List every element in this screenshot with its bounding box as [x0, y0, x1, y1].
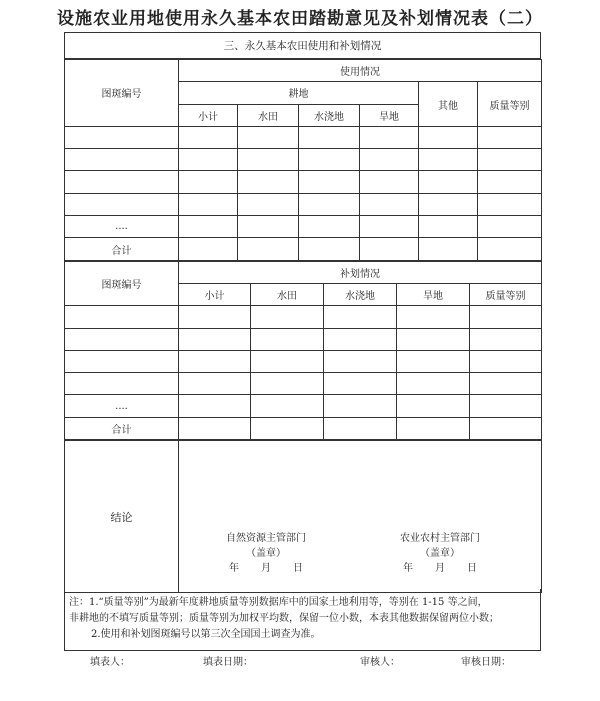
input-cell[interactable] — [299, 238, 360, 260]
natural-resources-signature — [191, 531, 341, 576]
total-row — [65, 417, 542, 439]
section-header-table — [64, 32, 541, 59]
conclusion-label: 结论 — [65, 441, 179, 593]
supp-col-quality: 质量等别 — [470, 283, 542, 305]
input-cell[interactable] — [179, 306, 251, 328]
input-cell[interactable] — [179, 149, 238, 171]
input-cell[interactable] — [478, 126, 542, 148]
row-label-total: 合计 — [65, 417, 179, 439]
date-month: 月 — [261, 563, 271, 575]
conclusion-body[interactable] — [179, 441, 542, 593]
seal-label: （盖章） — [246, 548, 286, 560]
input-cell[interactable] — [324, 328, 397, 350]
input-cell[interactable] — [470, 350, 542, 372]
input-cell[interactable] — [324, 373, 397, 395]
input-cell[interactable] — [299, 171, 360, 193]
input-cell[interactable] — [419, 149, 478, 171]
input-cell[interactable] — [179, 216, 238, 238]
input-cell[interactable] — [238, 238, 299, 260]
table-row — [65, 395, 542, 417]
usage-quality-header: 质量等别 — [478, 82, 542, 127]
table-row — [65, 193, 542, 215]
date-day: 日 — [293, 563, 303, 575]
input-cell[interactable] — [397, 373, 470, 395]
input-cell[interactable] — [397, 417, 470, 439]
input-cell[interactable] — [470, 395, 542, 417]
table-row — [65, 328, 542, 350]
row-label — [65, 193, 179, 215]
input-cell[interactable] — [251, 373, 324, 395]
conclusion-table — [64, 440, 542, 593]
total-row — [65, 238, 542, 260]
form-frame — [64, 32, 541, 593]
input-cell[interactable] — [470, 306, 542, 328]
input-cell[interactable] — [299, 126, 360, 148]
input-cell[interactable] — [470, 373, 542, 395]
input-cell[interactable] — [238, 216, 299, 238]
usage-table — [64, 59, 542, 261]
date-year: 年 — [403, 563, 413, 575]
supplement-parcel-header: 图斑编号 — [65, 261, 179, 306]
input-cell[interactable] — [179, 417, 251, 439]
input-cell[interactable] — [419, 126, 478, 148]
filler-label: 填表人： — [90, 657, 130, 668]
input-cell[interactable] — [470, 328, 542, 350]
row-label: .... — [65, 216, 179, 238]
date-line — [191, 561, 341, 576]
row-label — [65, 328, 179, 350]
note-line-1: 注：1.“质量等别”为最新年度耕地质量等别数据库中的国家土地利用等，等别在 1-15 等之间， — [69, 597, 488, 608]
footer — [0, 651, 600, 667]
input-cell[interactable] — [179, 126, 238, 148]
row-label — [65, 350, 179, 372]
row-label — [65, 306, 179, 328]
usage-col-paddy: 水田 — [238, 104, 299, 126]
table-row — [65, 306, 542, 328]
date-day: 日 — [467, 563, 477, 575]
input-cell[interactable] — [238, 126, 299, 148]
input-cell[interactable] — [397, 306, 470, 328]
usage-parcel-header: 图斑编号 — [65, 60, 179, 127]
input-cell[interactable] — [397, 350, 470, 372]
row-label — [65, 126, 179, 148]
usage-col-irrigated: 水浇地 — [299, 104, 360, 126]
input-cell[interactable] — [478, 149, 542, 171]
input-cell[interactable] — [478, 171, 542, 193]
seal-label: （盖章） — [420, 548, 460, 560]
input-cell[interactable] — [324, 306, 397, 328]
input-cell[interactable] — [299, 149, 360, 171]
row-label: .... — [65, 395, 179, 417]
other-header: 其他 — [419, 82, 478, 127]
input-cell[interactable] — [251, 306, 324, 328]
input-cell[interactable] — [179, 373, 251, 395]
supplement-group-header: 补划情况 — [179, 261, 542, 283]
input-cell[interactable] — [470, 417, 542, 439]
input-cell[interactable] — [179, 328, 251, 350]
section-title: 三、永久基本农田使用和补划情况 — [65, 33, 541, 59]
agriculture-signature — [365, 531, 515, 576]
note-line-2: 非耕地的不填写质量等别；质量等别为加权平均数，保留一位小数，本表其他数据保留两位小数； — [69, 613, 499, 624]
date-year: 年 — [229, 563, 239, 575]
input-cell[interactable] — [419, 171, 478, 193]
input-cell[interactable] — [238, 171, 299, 193]
page-title: 设施农业用地使用永久基本农田踏勘意见及补划情况表（二） — [57, 9, 543, 29]
row-label — [65, 149, 179, 171]
table-row — [65, 373, 542, 395]
supp-col-dryland: 旱地 — [397, 283, 470, 305]
input-cell[interactable] — [238, 193, 299, 215]
supp-col-paddy: 水田 — [251, 283, 324, 305]
input-cell[interactable] — [179, 395, 251, 417]
input-cell[interactable] — [238, 149, 299, 171]
notes — [64, 589, 541, 651]
input-cell[interactable] — [299, 193, 360, 215]
usage-col-dryland: 旱地 — [360, 104, 419, 126]
table-row — [65, 149, 542, 171]
date-month: 月 — [435, 563, 445, 575]
input-cell[interactable] — [419, 193, 478, 215]
input-cell[interactable] — [179, 350, 251, 372]
table-row — [65, 126, 542, 148]
usage-col-subtotal: 小计 — [179, 104, 238, 126]
input-cell[interactable] — [251, 395, 324, 417]
input-cell[interactable] — [251, 350, 324, 372]
supp-col-irrigated: 水浇地 — [324, 283, 397, 305]
date-line — [365, 561, 515, 576]
input-cell[interactable] — [478, 193, 542, 215]
input-cell[interactable] — [299, 216, 360, 238]
input-cell[interactable] — [179, 193, 238, 215]
supp-col-subtotal: 小计 — [179, 283, 251, 305]
table-row — [65, 216, 542, 238]
supplement-table — [64, 261, 542, 440]
input-cell[interactable] — [478, 238, 542, 260]
input-cell[interactable] — [478, 216, 542, 238]
input-cell[interactable] — [397, 395, 470, 417]
input-cell[interactable] — [360, 193, 419, 215]
input-cell[interactable] — [324, 417, 397, 439]
input-cell[interactable] — [360, 126, 419, 148]
usage-group-header: 使用情况 — [179, 60, 542, 82]
review-date-label: 审核日期： — [461, 657, 511, 668]
row-label-total: 合计 — [65, 238, 179, 260]
fill-date-label: 填表日期： — [203, 657, 253, 668]
row-label — [65, 373, 179, 395]
input-cell[interactable] — [397, 328, 470, 350]
input-cell[interactable] — [324, 395, 397, 417]
table-row — [65, 171, 542, 193]
input-cell[interactable] — [360, 216, 419, 238]
input-cell[interactable] — [360, 149, 419, 171]
row-label — [65, 171, 179, 193]
input-cell[interactable] — [251, 328, 324, 350]
input-cell[interactable] — [324, 350, 397, 372]
input-cell[interactable] — [419, 216, 478, 238]
agriculture-dept: 农业农村主管部门 — [400, 533, 480, 545]
natural-resources-dept: 自然资源主管部门 — [226, 533, 306, 545]
input-cell[interactable] — [179, 238, 238, 260]
input-cell[interactable] — [251, 417, 324, 439]
farmland-header: 耕地 — [179, 82, 419, 104]
reviewer-label: 审核人： — [360, 657, 400, 668]
input-cell[interactable] — [360, 238, 419, 260]
input-cell[interactable] — [360, 171, 419, 193]
note-line-3: 2.使用和补划图斑编号以第三次全国国土调查为准。 — [91, 629, 321, 640]
table-row — [65, 350, 542, 372]
input-cell[interactable] — [419, 238, 478, 260]
input-cell[interactable] — [179, 171, 238, 193]
